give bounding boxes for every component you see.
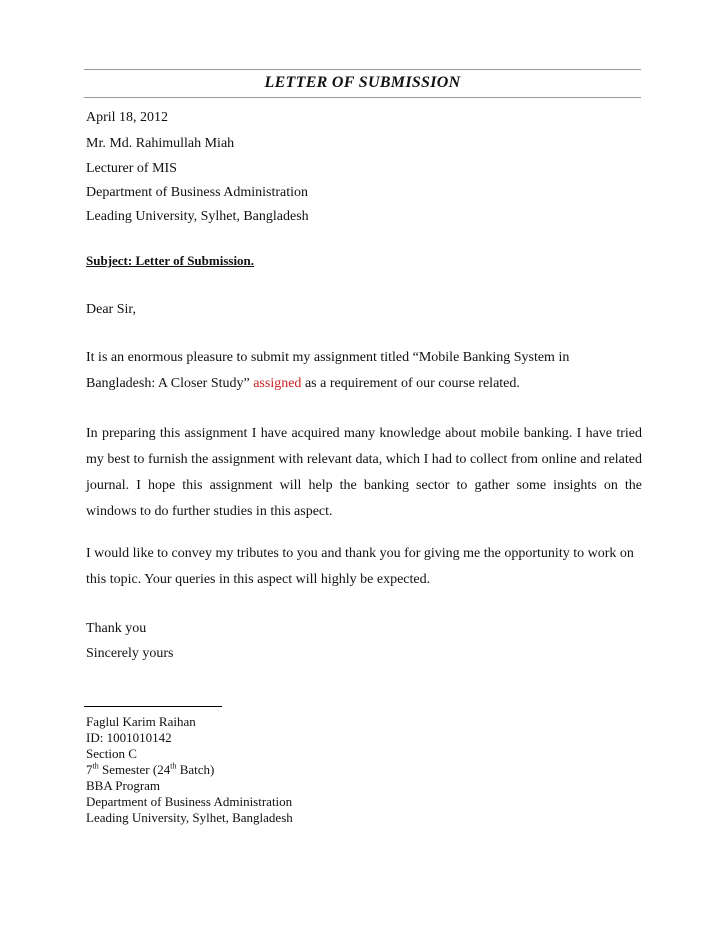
- paragraph-1-text-start: It is an enormous pleasure to submit my assignment titled “Mobile Banking System in Bangladesh: A Closer Study”: [86, 350, 570, 391]
- closing-signoff: Sincerely yours: [86, 646, 174, 661]
- sender-program: BBA Program: [86, 778, 161, 793]
- sender-block: [86, 714, 293, 826]
- sender-department: Department of Business Administration: [86, 794, 293, 809]
- highlighted-word: assigned: [253, 376, 302, 391]
- paragraph-3: I would like to convey my tributes to you and thank you for giving me the opportunity to work on this topic. Your queries in this aspect will highly be expected.: [86, 546, 634, 587]
- top-rule: [84, 69, 641, 70]
- title-underline-rule: [84, 97, 641, 98]
- closing-thanks: Thank you: [86, 621, 147, 636]
- sender-institution: Leading University, Sylhet, Bangladesh: [86, 810, 293, 825]
- letter-title: LETTER OF SUBMISSION: [264, 74, 461, 91]
- batch-suffix: th: [170, 761, 177, 771]
- recipient-department: Department of Business Administration: [86, 185, 309, 200]
- signature-line: [84, 706, 222, 707]
- semester-suffix: th: [92, 761, 99, 771]
- sender-id: ID: 1001010142: [86, 730, 172, 745]
- paragraph-1: [86, 345, 642, 397]
- letter-date: April 18, 2012: [86, 110, 169, 125]
- batch-text: Batch): [176, 762, 215, 777]
- paragraph-1-text-end: as a requirement of our course related.: [301, 376, 520, 391]
- sender-section: Section C: [86, 746, 137, 761]
- semester-number: 7: [86, 762, 93, 777]
- sender-name: Faglul Karim Raihan: [86, 714, 196, 729]
- salutation: Dear Sir,: [86, 302, 136, 317]
- semester-text: Semester (24: [98, 762, 171, 777]
- paragraph-2: In preparing this assignment I have acquired many knowledge about mobile banking. I have tried my best to furnish the assignment with relevant data, which I had to collect from online and related journal. I hope this assignment will help the banking sector to gather some insights on the windows to do further studies in this aspect.: [86, 426, 642, 519]
- sender-semester: [86, 762, 293, 778]
- letter-subject: Subject: Letter of Submission.: [86, 253, 255, 268]
- recipient-position: Lecturer of MIS: [86, 161, 177, 176]
- recipient-institution: Leading University, Sylhet, Bangladesh: [86, 209, 309, 224]
- recipient-name: Mr. Md. Rahimullah Miah: [86, 136, 235, 151]
